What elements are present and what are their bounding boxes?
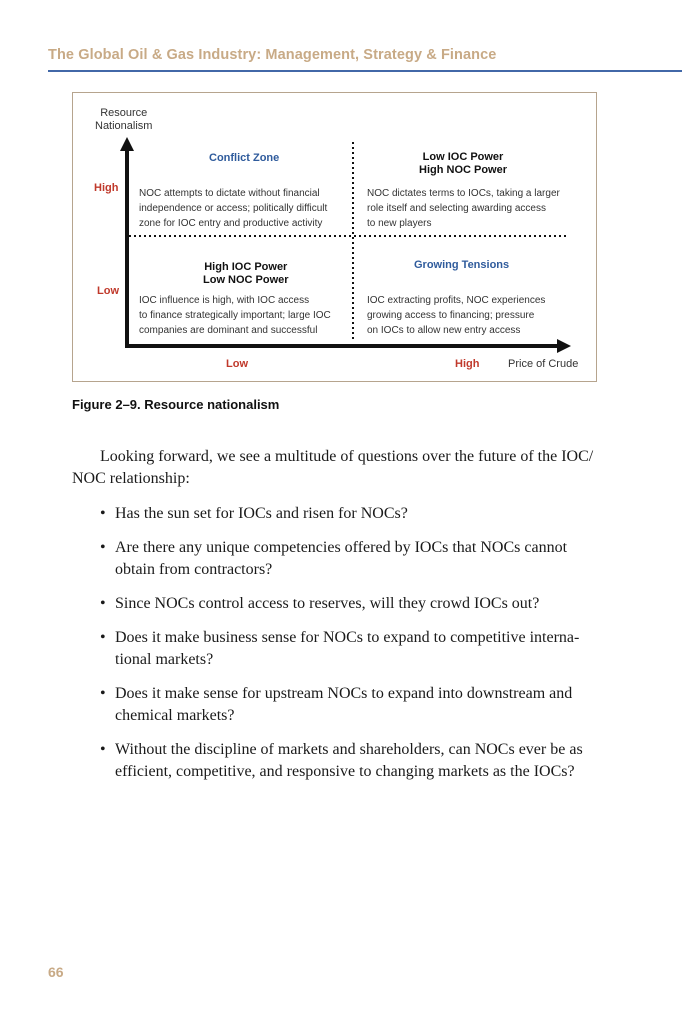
list-item [100,503,600,525]
text-line: role itself and selecting awarding access [367,203,546,214]
quadrant-high-noc-power-title [419,151,507,177]
quadrant-growing-tensions-title: Growing Tensions [414,259,510,271]
quadrant-high-ioc-power-text [139,293,331,338]
figure-resource-nationalism [72,92,597,382]
text-line: independence or access; politically difficult [139,203,328,214]
list-item [100,593,600,615]
text-line: companies are dominant and successful [139,325,318,336]
y-axis-title-line2: Nationalism [95,120,153,132]
text-line: growing access to financing; pressure [367,310,535,321]
list-item-text: Does it make sense for upstream NOCs to expand into downstream and chemical markets? [115,685,573,724]
text-line: to finance strategically important; large IOC [139,310,331,321]
list-item-text: Without the discipline of markets and shareholders, can NOCs ever be as efficient, competitive, and responsive to changing markets as the IOCs? [115,741,583,780]
text-line: zone for IOC entry and productive activity [139,218,323,229]
list-item [100,627,600,671]
list-item-text: Are there any unique competencies offered by IOCs that NOCs cannot obtain from contractors? [115,539,568,578]
y-low-label: Low [97,285,119,297]
title-line: Low IOC Power [422,151,504,163]
quadrant-growing-tensions-text [367,293,545,338]
x-axis-arrow [557,339,571,353]
title-line: Low NOC Power [203,274,289,286]
text-line: IOC extracting profits, NOC experiences [367,295,546,306]
figure-axes [73,93,598,383]
text-line: on IOCs to allow new entry access [367,325,521,336]
list-item [100,739,600,783]
bullet-icon: • [100,505,106,522]
quadrant-high-noc-power-text [367,186,560,231]
title-line: High NOC Power [419,164,508,176]
x-axis-title: Price of Crude [508,358,579,370]
y-axis-title [95,107,152,133]
bullet-icon: • [100,741,106,758]
list-item [100,537,600,581]
quadrant-conflict-zone-text [139,186,327,231]
page-number: 66 [48,964,64,980]
list-item-text: Has the sun set for IOCs and risen for NOCs? [115,505,408,522]
bullet-icon: • [100,685,106,702]
list-item-text: Since NOCs control access to reserves, will they crowd IOCs out? [115,595,540,612]
title-line: High IOC Power [204,261,288,273]
text-line: NOC attempts to dictate without financial [139,188,320,199]
quadrant-conflict-zone-title: Conflict Zone [209,152,280,164]
text-line: to new players [367,218,432,229]
y-axis-arrow [120,137,134,151]
question-list [100,503,600,795]
list-item [100,683,600,727]
y-high-label: High [94,182,119,194]
y-axis-title-line1: Resource [100,107,148,119]
running-head: The Global Oil & Gas Industry: Management, Strategy & Finance [48,47,497,63]
text-line: NOC dictates terms to IOCs, taking a larger [367,188,560,199]
bullet-icon: • [100,595,106,612]
x-high-label: High [455,358,480,370]
bullet-icon: • [100,539,106,556]
bullet-icon: • [100,629,106,646]
header-rule [48,70,682,72]
figure-caption: Figure 2–9. Resource nationalism [72,397,280,412]
quadrant-high-ioc-power-title [203,261,289,287]
list-item-text: Does it make business sense for NOCs to expand to competitive interna- tional markets? [115,629,580,668]
text-line: IOC influence is high, with IOC access [139,295,310,306]
intro-paragraph: Looking forward, we see a multitude of questions over the future of the IOC/ NOC relationship: [72,448,594,487]
x-low-label: Low [226,358,248,370]
